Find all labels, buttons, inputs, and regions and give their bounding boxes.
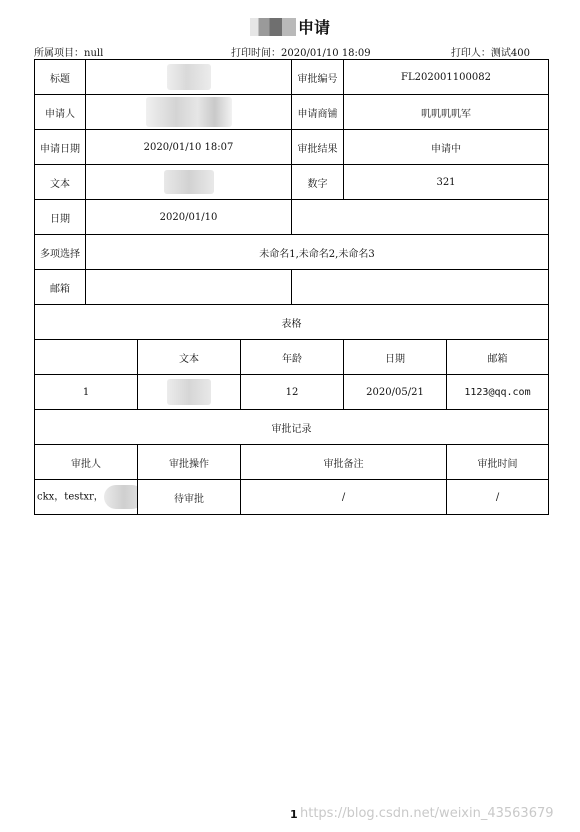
apply-date-label: 申请日期	[35, 130, 86, 165]
text-value	[86, 165, 292, 200]
approval-no-value: FL202001100082	[344, 60, 549, 95]
applicant-label: 申请人	[35, 95, 86, 130]
applicant-value	[86, 95, 292, 130]
date-label: 日期	[35, 200, 86, 235]
table-header-email: 邮箱	[447, 340, 549, 375]
form-row-multi	[35, 235, 549, 270]
records-row-approver	[35, 480, 138, 515]
records-header-remark: 审批备注	[241, 445, 447, 480]
date-value: 2020/01/10	[86, 200, 292, 235]
form-row-text	[35, 165, 549, 200]
form-row-applicant	[35, 95, 549, 130]
table-header-text: 文本	[138, 340, 241, 375]
printer-name: 打印人：测试400	[450, 48, 530, 59]
print-meta-row	[34, 44, 548, 60]
records-title-row	[35, 410, 549, 445]
table-row-text	[138, 375, 241, 410]
redacted-value	[146, 97, 232, 127]
table-header-index	[35, 340, 138, 375]
shop-value: 叽叽叽叽军	[344, 95, 549, 130]
result-label: 审批结果	[292, 130, 344, 165]
redacted-title-prefix	[250, 18, 296, 36]
form-row-email	[35, 270, 549, 305]
table-section-title-row	[35, 305, 549, 340]
print-time: 打印时间：2020/01/10 18:09	[231, 48, 371, 59]
document-title	[0, 15, 580, 38]
approver-names: ckx，testxr，	[37, 491, 104, 503]
form-row-apply-date	[35, 130, 549, 165]
records-row	[35, 480, 549, 515]
project-label: 所属项目：null	[34, 48, 104, 59]
page-number: 1	[290, 808, 298, 821]
table-row-age: 12	[241, 375, 344, 410]
title-text: 申请	[297, 18, 330, 37]
table-header-date: 日期	[344, 340, 447, 375]
table-section-title: 表格	[35, 305, 549, 340]
redacted-value	[164, 170, 214, 194]
redacted-value	[104, 485, 138, 509]
records-header-approver: 审批人	[35, 445, 138, 480]
email-value	[86, 270, 292, 305]
table-header-age: 年龄	[241, 340, 344, 375]
records-title: 审批记录	[35, 410, 549, 445]
empty-cell	[292, 270, 549, 305]
title-value	[86, 60, 292, 95]
table-row-email: 1123@qq.com	[447, 375, 549, 410]
watermark: https://blog.csdn.net/weixin_43563679	[300, 806, 554, 821]
number-label: 数字	[292, 165, 344, 200]
table-row-date: 2020/05/21	[344, 375, 447, 410]
email-label: 邮箱	[35, 270, 86, 305]
redacted-value	[167, 64, 211, 90]
multi-value: 未命名1,未命名2,未命名3	[86, 235, 549, 270]
number-value: 321	[344, 165, 549, 200]
redacted-value	[167, 379, 211, 405]
table-row-index: 1	[35, 375, 138, 410]
records-row-time: /	[447, 480, 549, 515]
table-row	[35, 375, 549, 410]
records-header-time: 审批时间	[447, 445, 549, 480]
records-row-operation: 待审批	[138, 480, 241, 515]
result-value: 申请中	[344, 130, 549, 165]
text-label: 文本	[35, 165, 86, 200]
form-row-date	[35, 200, 549, 235]
multi-label: 多项选择	[35, 235, 86, 270]
empty-cell	[292, 200, 549, 235]
approval-form-table	[34, 59, 549, 515]
form-row-title	[35, 60, 549, 95]
table-header-row	[35, 340, 549, 375]
records-header-row	[35, 445, 549, 480]
apply-date-value: 2020/01/10 18:07	[86, 130, 292, 165]
title-label: 标题	[35, 60, 86, 95]
records-row-remark: /	[241, 480, 447, 515]
records-header-operation: 审批操作	[138, 445, 241, 480]
shop-label: 申请商铺	[292, 95, 344, 130]
approval-no-label: 审批编号	[292, 60, 344, 95]
page-footer	[0, 806, 580, 826]
